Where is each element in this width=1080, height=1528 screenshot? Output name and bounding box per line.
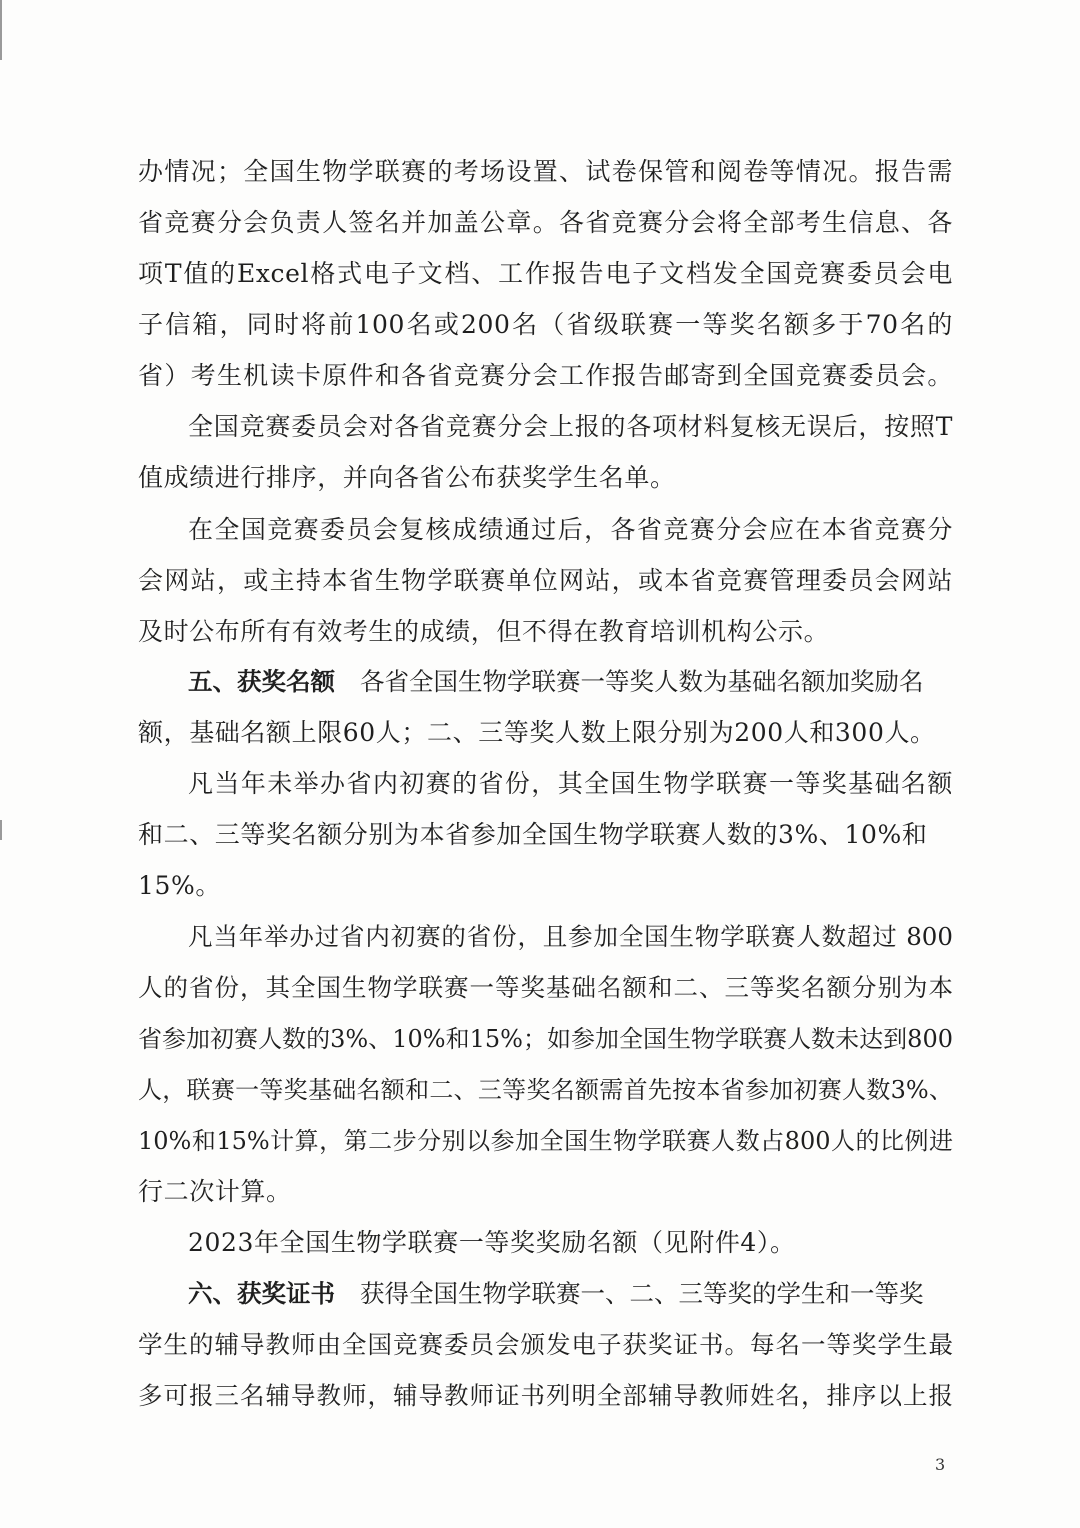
scan-edge-mark [0,820,2,840]
paragraph-line: 凡当年未举办省内初赛的省份，其全国生物学联赛一等奖基础名额 [188,769,953,798]
paragraph-line: 凡当年举办过省内初赛的省份，且参加全国生物学联赛人数超过 800 [188,922,953,951]
scan-edge-mark [0,0,2,60]
paragraph-line: 全国竞赛委员会对各省竞赛分会上报的各项材料复核无误后，按照T [188,412,953,441]
paragraph-line: 2023年全国生物学联赛一等奖奖励名额（见附件4）。 [188,1228,796,1257]
paragraph-line: 额，基础名额上限60人；二、三等奖人数上限分别为200人和300人。 [138,718,936,747]
paragraph-line: 子信箱，同时将前100名或200名（省级联赛一等奖名额多于70名的 [138,310,953,339]
paragraph-line: 行二次计算。 [138,1177,292,1206]
paragraph-line: 和二、三等奖名额分别为本省参加全国生物学联赛人数的3%、10%和 [138,820,928,849]
section-six-text: 获得全国生物学联赛一、二、三等奖的学生和一等奖 [360,1279,924,1308]
page-number: 3 [935,1455,946,1474]
paragraph-line: 15%。 [138,871,221,900]
section-six-first-line [188,1274,953,1314]
paragraph-line: 省参加初赛人数的3%、10%和15%；如参加全国生物学联赛人数未达到800 [138,1025,953,1053]
paragraph-line: 在全国竞赛委员会复核成绩通过后，各省竞赛分会应在本省竞赛分 [188,515,953,544]
section-five-first-line [188,662,953,702]
paragraph-line: 多可报三名辅导教师，辅导教师证书列明全部辅导教师姓名，排序以上报 [138,1381,953,1410]
paragraph-line: 省竞赛分会负责人签名并加盖公章。各省竞赛分会将全部考生信息、各 [138,208,953,237]
section-six-heading: 六、获奖证书 [188,1279,335,1308]
paragraph-line: 学生的辅导教师由全国竞赛委员会颁发电子获奖证书。每名一等奖学生最 [138,1330,953,1359]
paragraph-line: 办情况；全国生物学联赛的考场设置、试卷保管和阅卷等情况。报告需 [138,157,953,186]
section-five-heading: 五、获奖名额 [188,667,335,696]
paragraph-line: 省）考生机读卡原件和各省竞赛分会工作报告邮寄到全国竞赛委员会。 [138,361,953,390]
paragraph-line: 项T值的Excel格式电子文档、工作报告电子文档发全国竞赛委员会电 [138,259,953,288]
section-five-text: 各省全国生物学联赛一等奖人数为基础名额加奖励名 [360,667,924,696]
paragraph-line: 及时公布所有有效考生的成绩，但不得在教育培训机构公示。 [138,617,830,646]
paragraph-line: 10%和15%计算，第二步分别以参加全国生物学联赛人数占800人的比例进 [138,1127,953,1155]
paragraph-line: 会网站，或主持本省生物学联赛单位网站，或本省竞赛管理委员会网站 [138,566,953,595]
paragraph-line: 人，联赛一等奖基础名额和二、三等奖名额需首先按本省参加初赛人数3%、 [138,1076,953,1104]
paragraph-line: 值成绩进行排序，并向各省公布获奖学生名单。 [138,463,676,492]
paragraph-line: 人的省份，其全国生物学联赛一等奖基础名额和二、三等奖名额分别为本 [138,973,953,1002]
